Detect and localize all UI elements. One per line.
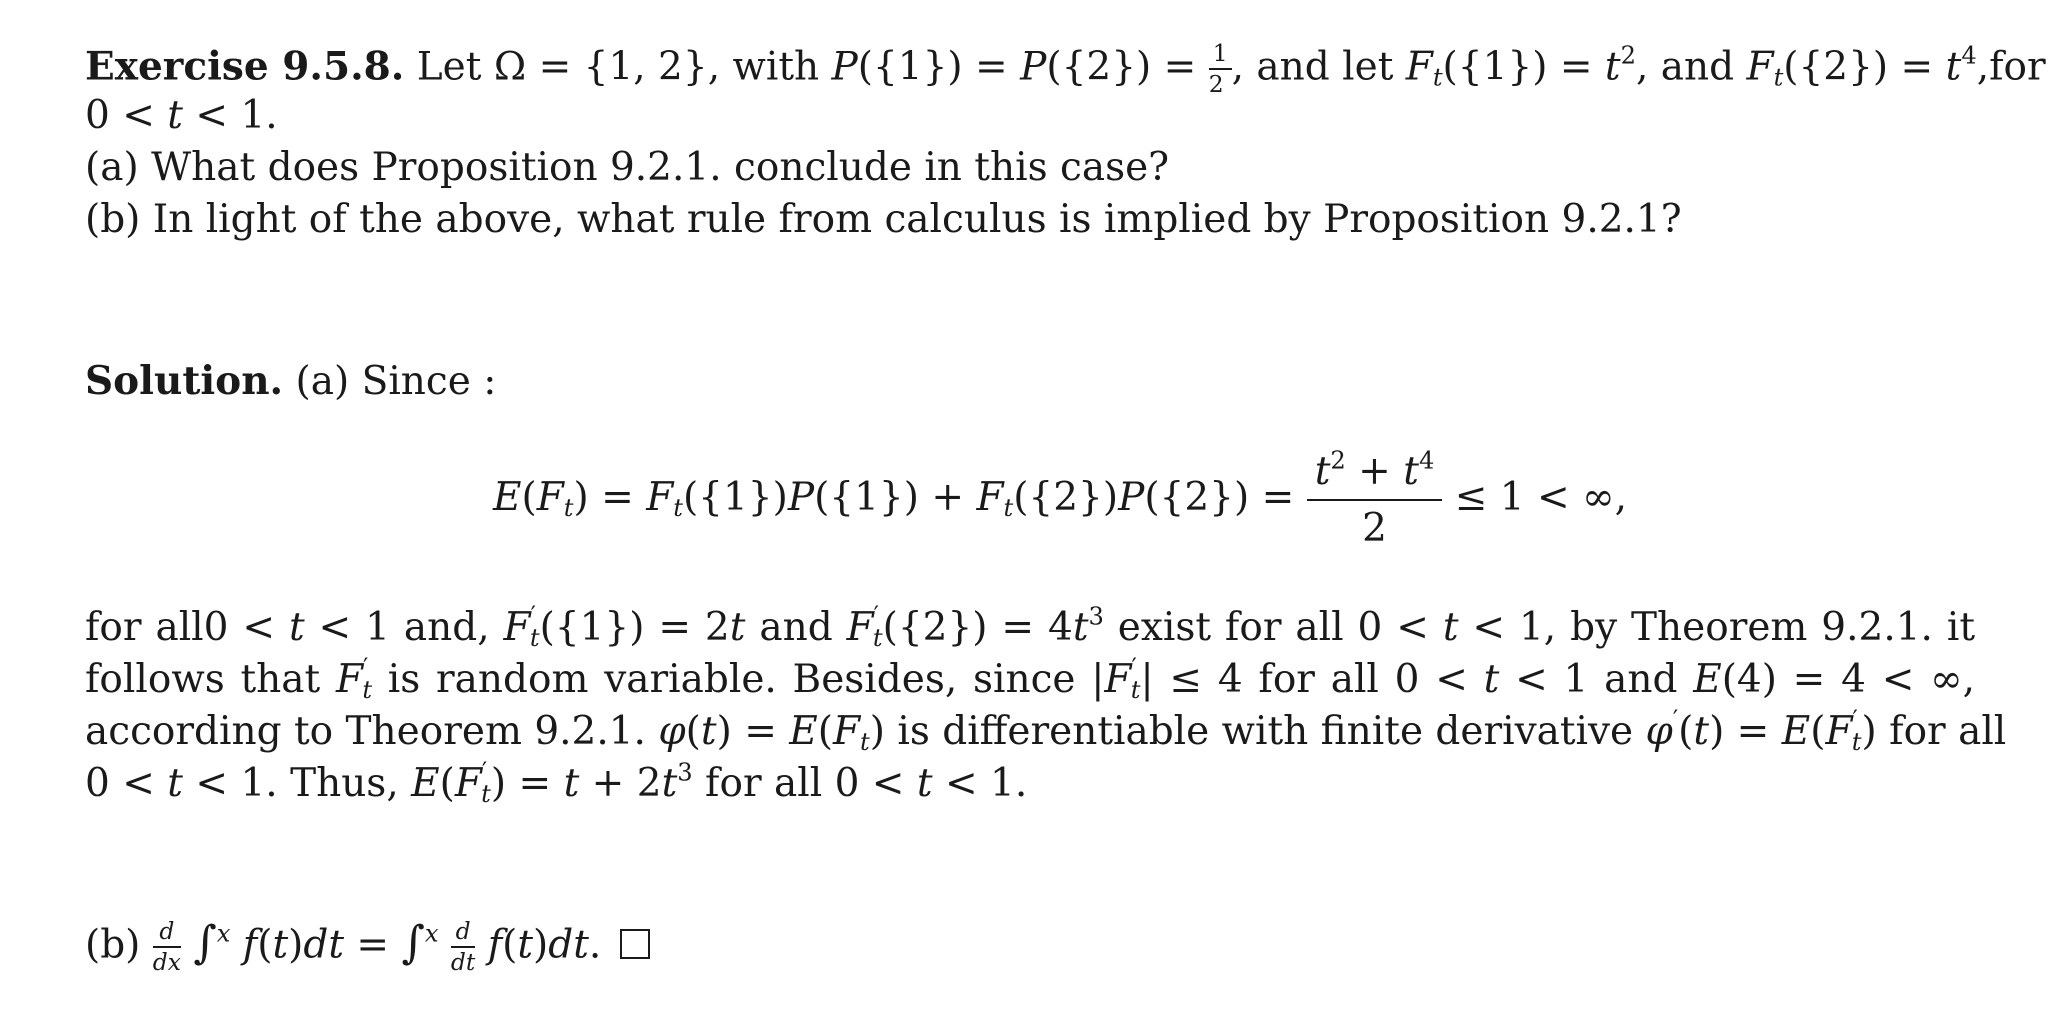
exercise-heading: Exercise 9.5.8. [85,43,405,90]
solution-part-b: (b) $\frac{d}{dx}$ ∫$^x$ f(t)dt = ∫$^x$ $\frac{d}{dt}$ f(t)dt. [85,920,650,975]
qed-square-icon [620,929,650,959]
d-dt-fraction: $\frac{d}{dt}$ [450,917,476,977]
exercise-statement-line-2: 0 < t < 1. [85,93,278,138]
solution-paragraph-line-4: 0 < t < 1. Thus, $E(F'_t) = t + 2t^3$ for all 0 < t < 1. [85,756,1028,809]
solution-intro: (a) Since : [295,359,497,404]
solution-paragraph-line-2: follows that $F'_t$ is random variable. Besides, since $|F'_t| \le 4$ for all 0 < t < 1 and E(4) = 4 < ∞, [85,652,1976,705]
solution-paragraph-line-3: according to Theorem 9.2.1. $\varphi(t) = E(F_t)$ is differentiable with finite derivative $\varphi'(t) = E(F'_t)$ for all [85,704,2007,757]
exercise-part-a: (a) What does Proposition 9.2.1. conclude in this case? [85,145,1170,190]
solution-intro-line [85,358,497,404]
solution-heading: Solution. [85,358,284,404]
one-half-fraction: $\frac{1}{2}$ [1209,42,1232,97]
solution-paragraph-line-1: for all0 < t < 1 and, $F'_t(\{1\}) = 2t$ and $F'_t(\{2\}) = 4t^3$ exist for all 0 < t < 1, by Theorem 9.2.1. it [85,600,1975,653]
display-equation: $E(F_t) = F_t(\{1\})P(\{1\}) + F_t(\{2\})P(\{2\})$ = $\frac{t^2 + t^4}{2}$ ≤ 1 < ∞, [493,446,1627,551]
t2-plus-t4-over-2-fraction: $\frac{t^2 + t^4}{2}$ [1307,452,1443,548]
exercise-part-b: (b) In light of the above, what rule from calculus is implied by Proposition 9.2.1? [85,197,1682,242]
exercise-statement-line-1: Exercise 9.5.8. Let Ω = {1, 2}, with P({1}) = P({2}) = $\frac{1}{2}$ , and let $F_t(\{1\}) = t^2$, and $F_t(\{2\}) = t^4,for$ [85,39,2046,99]
d-dx-fraction: $\frac{d}{dx}$ [152,917,181,977]
